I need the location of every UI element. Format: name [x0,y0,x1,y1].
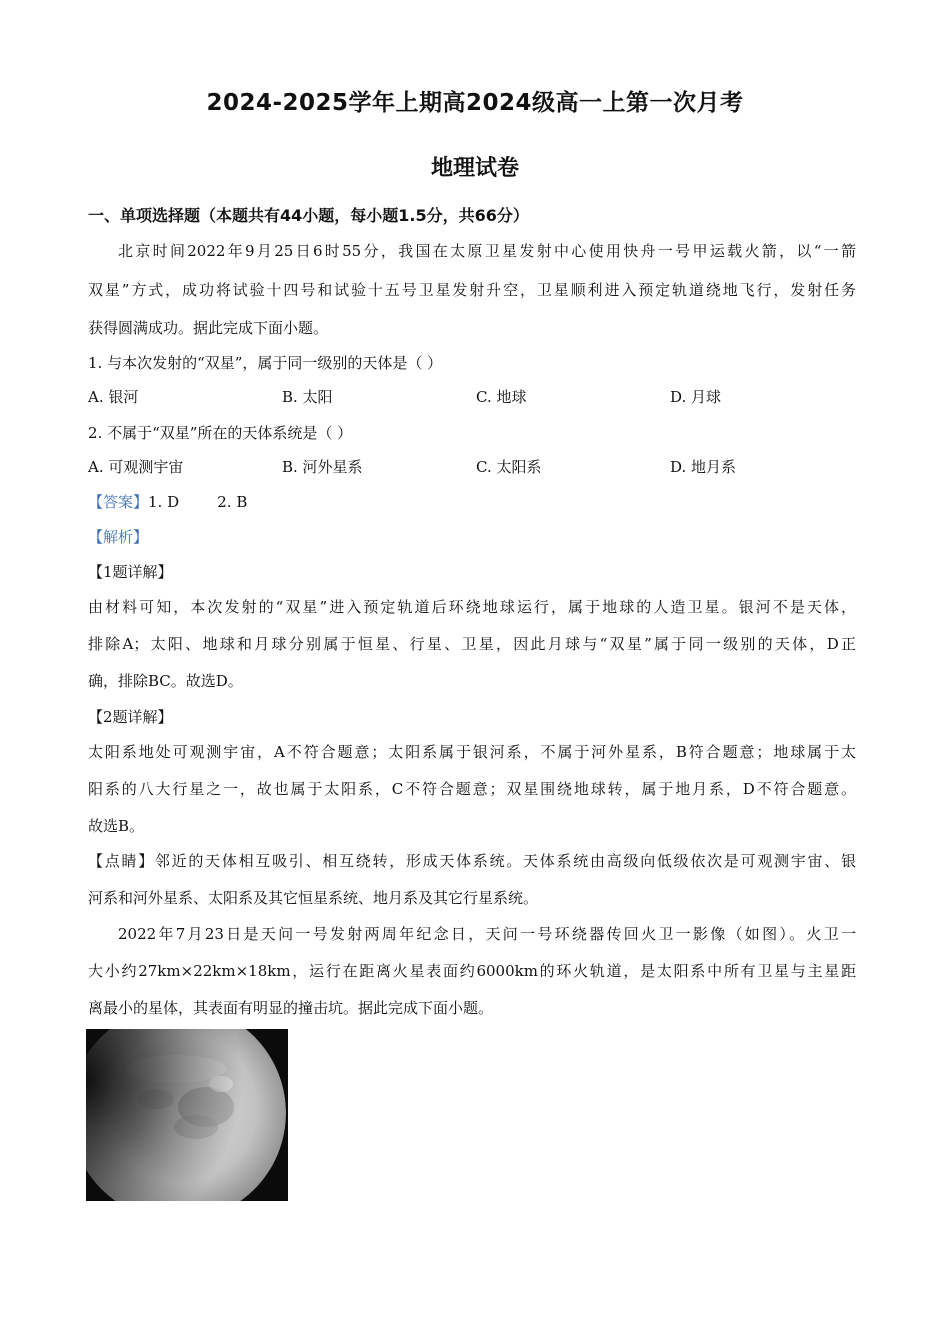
detail-1-line: 由材料可知，本次发射的“双星”进入预定轨道后环绕地球运行，属于地球的人造卫星。银河不是天体， [88,598,856,616]
tip-line: 【点睛】邻近的天体相互吸引、相互绕转，形成天体系统。天体系统由高级向低级依次是可观测宇宙、银 [88,852,856,870]
detail-1-line: 排除A；太阳、地球和月球分别属于恒星、行星、卫星，因此月球与“双星”属于同一级别的天体，D正 [88,635,856,653]
q2-option-c: C. 太阳系 [476,458,542,476]
q2-option-b: B. 河外星系 [282,458,363,476]
answer-label: 【答案】 [88,493,149,511]
passage1-line: 获得圆满成功。据此完成下面小题。 [88,319,329,337]
answer-row [88,492,247,512]
passage1-line: 北京时间2022年9月25日6时55分，我国在太原卫星发射中心使用快舟一号甲运载火箭，以“一箭 [118,242,856,260]
detail-2-line: 太阳系地处可观测宇宙，A不符合题意；太阳系属于银河系，不属于河外星系，B符合题意；地球属于太 [88,743,856,761]
q2-option-d: D. 地月系 [670,458,737,476]
detail-1-line: 确，排除BC。故选D。 [88,672,243,690]
detail-2-label: 【2题详解】 [88,708,173,726]
detail-2-line: 故选B。 [88,817,145,835]
section-heading: 一、单项选择题（本题共有44小题，每小题1.5分，共66分） [88,206,529,225]
mars-photo [86,1029,288,1201]
answer-text: 1. D 2. B [148,493,248,511]
detail-2-line: 阳系的八大行星之一，故也属于太阳系，C不符合题意；双星围绕地球转，属于地月系，D不符合题意。 [88,780,856,798]
q1-option-a: A. 银河 [88,388,139,406]
passage2-line: 大小约27km×22km×18km，运行在距离火星表面约6000km的环火轨道，是太阳系中所有卫星与主星距 [88,962,856,980]
question-2-stem: 2. 不属于“双星”所在的天体系统是（ ） [88,424,353,442]
passage2-line: 离最小的星体，其表面有明显的撞击坑。据此完成下面小题。 [88,999,494,1017]
question-1-stem: 1. 与本次发射的“双星”，属于同一级别的天体是（ ） [88,354,443,372]
passage2-line: 2022年7月23日是天问一号发射两周年纪念日，天问一号环绕器传回火卫一影像（如图）。火卫一 [118,925,856,943]
q1-option-d: D. 月球 [670,388,722,406]
q1-option-c: C. 地球 [476,388,527,406]
detail-1-label: 【1题详解】 [88,563,173,581]
mars-illustration [86,1029,288,1201]
exam-title: 2024-2025学年上期高2024级高一上第一次月考 [206,90,744,116]
exam-subtitle: 地理试卷 [430,156,519,181]
q1-option-b: B. 太阳 [282,388,333,406]
tip-line: 河系和河外星系、太阳系及其它恒星系统、地月系及其它行星系统。 [88,889,539,907]
analysis-label: 【解析】 [88,528,149,546]
passage1-line: 双星”方式，成功将试验十四号和试验十五号卫星发射升空，卫星顺利进入预定轨道绕地飞行，发射任务 [88,281,856,299]
q2-option-a: A. 可观测宇宙 [88,458,184,476]
